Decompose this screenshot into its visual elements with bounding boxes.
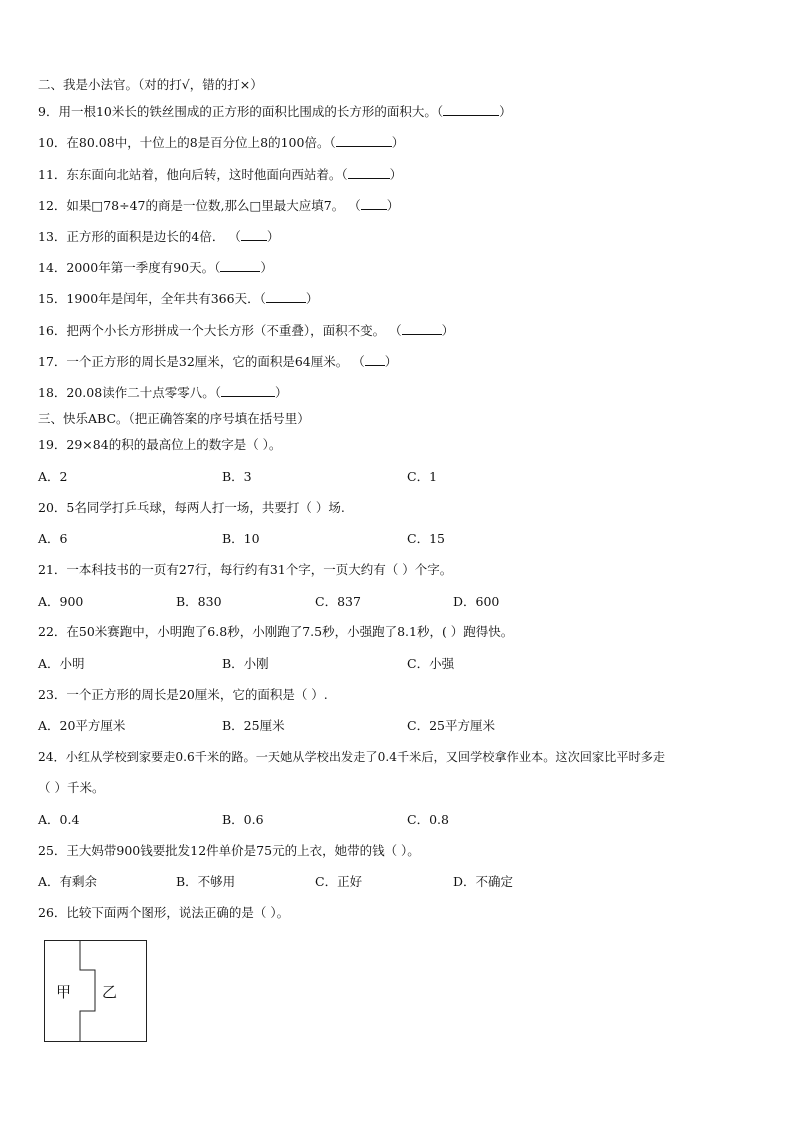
- answer-blank[interactable]: [365, 354, 385, 366]
- question-text: 比较下面两个图形，说法正确的是（ ）。: [66, 905, 290, 920]
- question-text: 王大妈带900钱要批发12件单价是75元的上衣，她带的钱（ ）。: [66, 843, 420, 858]
- question-text: 在80.08中，十位上的8是百分位上8的100倍。（: [66, 135, 336, 150]
- option-a[interactable]: A．20平方厘米: [38, 718, 126, 733]
- option-c[interactable]: C．15: [407, 531, 445, 546]
- question-13: 13．正方形的面积是边长的4倍． （ ）: [38, 229, 280, 244]
- question-20: [38, 500, 345, 516]
- question-9: 9．用一根10米长的铁丝围成的正方形的面积比围成的长方形的面积大。（ ）: [38, 104, 512, 119]
- question-text: 东东面向北站着，他向后转，这时他面向西站着。（: [66, 167, 348, 182]
- option-a[interactable]: A．6: [38, 531, 68, 546]
- question-text: 一个正方形的周长是32厘米，它的面积是64厘米。 （: [66, 354, 365, 369]
- question-text: 一个正方形的周长是20厘米，它的面积是（ ）.: [66, 687, 328, 702]
- question-number: 9．: [38, 104, 59, 119]
- option-c[interactable]: C．25平方厘米: [407, 718, 495, 733]
- question-text: （ ）千米。: [38, 780, 105, 795]
- question-number: 10．: [38, 135, 67, 150]
- question-text: 20.08读作二十点零零八。（: [66, 385, 221, 400]
- question-number: 19．: [38, 437, 67, 452]
- option-c[interactable]: C．837: [315, 594, 361, 609]
- answer-blank[interactable]: [220, 260, 260, 272]
- option-b[interactable]: B．不够用: [176, 874, 236, 889]
- question-number: 24．: [38, 750, 66, 764]
- question-12: 12．如果□78÷47的商是一位数,那么□里最大应填7。 （ ）: [38, 198, 400, 213]
- answer-blank[interactable]: [336, 135, 392, 147]
- option-c[interactable]: C．小强: [407, 656, 455, 671]
- option-b[interactable]: B．830: [176, 594, 222, 609]
- question-17: 17．一个正方形的周长是32厘米，它的面积是64厘米。 （ ）: [38, 354, 398, 369]
- answer-blank[interactable]: [221, 385, 275, 397]
- question-19: [38, 437, 281, 453]
- option-b[interactable]: B．小刚: [222, 656, 269, 671]
- question-21: [38, 562, 452, 578]
- question-number: 18．: [38, 385, 67, 400]
- question-number: 26．: [38, 905, 67, 920]
- question-15: 15．1900年是闰年，全年共有366天．（ ）: [38, 291, 319, 306]
- question-11: 11．东东面向北站着，他向后转，这时他面向西站着。（ ）: [38, 167, 403, 182]
- question-number: 12．: [38, 198, 67, 213]
- answer-blank[interactable]: [361, 198, 387, 210]
- question-number: 25．: [38, 843, 67, 858]
- question-10: 10．在80.08中，十位上的8是百分位上8的100倍。（ ）: [38, 135, 405, 150]
- option-c[interactable]: C．正好: [315, 874, 363, 889]
- question-text: 把两个小长方形拼成一个大长方形（不重叠），面积不变。 （: [66, 323, 402, 338]
- label-yi: 乙: [102, 983, 118, 1001]
- question-text: 1900年是闰年，全年共有366天．（: [66, 291, 266, 306]
- option-d[interactable]: D．600: [453, 594, 500, 609]
- option-a[interactable]: A．0.4: [38, 812, 80, 827]
- option-a[interactable]: A．有剩余: [38, 874, 98, 889]
- question-text: 2000年第一季度有90天。（: [66, 260, 221, 275]
- question-number: 11．: [38, 167, 67, 182]
- question-text: 如果□78÷47的商是一位数,那么□里最大应填7。 （: [66, 198, 361, 213]
- label-jia: 甲: [56, 983, 72, 1001]
- option-b[interactable]: B．0.6: [222, 812, 264, 827]
- answer-blank[interactable]: [443, 104, 499, 116]
- question-number: 22．: [38, 624, 67, 639]
- question-number: 14．: [38, 260, 67, 275]
- option-b[interactable]: B．3: [222, 469, 252, 484]
- option-a[interactable]: A．小明: [38, 656, 85, 671]
- question-number: 17．: [38, 354, 67, 369]
- question-26: [38, 905, 289, 921]
- section-3-title: 三、快乐ABC。（把正确答案的序号填在括号里）: [38, 411, 310, 426]
- question-number: 20．: [38, 500, 67, 515]
- section-2-title: 二、我是小法官。（对的打√，错的打×）: [38, 77, 263, 92]
- option-c[interactable]: C．1: [407, 469, 438, 484]
- question-23: [38, 687, 328, 703]
- option-d[interactable]: D．不确定: [453, 874, 514, 889]
- question-text: 5名同学打乒乓球，每两人打一场，共要打（ ）场.: [66, 500, 345, 515]
- question-24: [38, 749, 665, 765]
- question-text: 在50米赛跑中，小明跑了6.8秒，小刚跑了7.5秒，小强跑了8.1秒，( ）跑得快。: [66, 624, 514, 639]
- question-text: 小红从学校到家要走0.6千米的路。一天她从学校出发走了0.4千米后，又回学校拿作业本。这次回家比平时多走: [65, 750, 666, 764]
- question-14: 14．2000年第一季度有90天。（ ）: [38, 260, 273, 275]
- question-text: 29×84的积的最高位上的数字是（ ）。: [66, 437, 282, 452]
- question-text: 正方形的面积是边长的4倍． （: [66, 229, 241, 244]
- question-24-continued: [38, 780, 104, 796]
- question-number: 13．: [38, 229, 67, 244]
- question-22: [38, 624, 513, 640]
- option-b[interactable]: B．10: [222, 531, 260, 546]
- question-18: 18．20.08读作二十点零零八。（ ）: [38, 385, 288, 400]
- question-number: 16．: [38, 323, 67, 338]
- option-a[interactable]: A．2: [38, 469, 68, 484]
- option-a[interactable]: A．900: [38, 594, 84, 609]
- answer-blank[interactable]: [348, 167, 390, 179]
- option-c[interactable]: C．0.8: [407, 812, 449, 827]
- question-text: 一本科技书的一页有27行，每行约有31个字，一页大约有（ ）个字。: [66, 562, 453, 577]
- option-b[interactable]: B．25厘米: [222, 718, 285, 733]
- shape-comparison-figure: [44, 940, 148, 1044]
- question-text: 用一根10米长的铁丝围成的正方形的面积比围成的长方形的面积大。（: [58, 104, 444, 119]
- question-number: 21．: [38, 562, 67, 577]
- question-16: 16．把两个小长方形拼成一个大长方形（不重叠），面积不变。 （ ）: [38, 323, 455, 338]
- answer-blank[interactable]: [402, 323, 442, 335]
- answer-blank[interactable]: [266, 291, 306, 303]
- question-number: 23．: [38, 687, 67, 702]
- question-number: 15．: [38, 291, 67, 306]
- question-25: [38, 843, 420, 859]
- answer-blank[interactable]: [241, 229, 267, 241]
